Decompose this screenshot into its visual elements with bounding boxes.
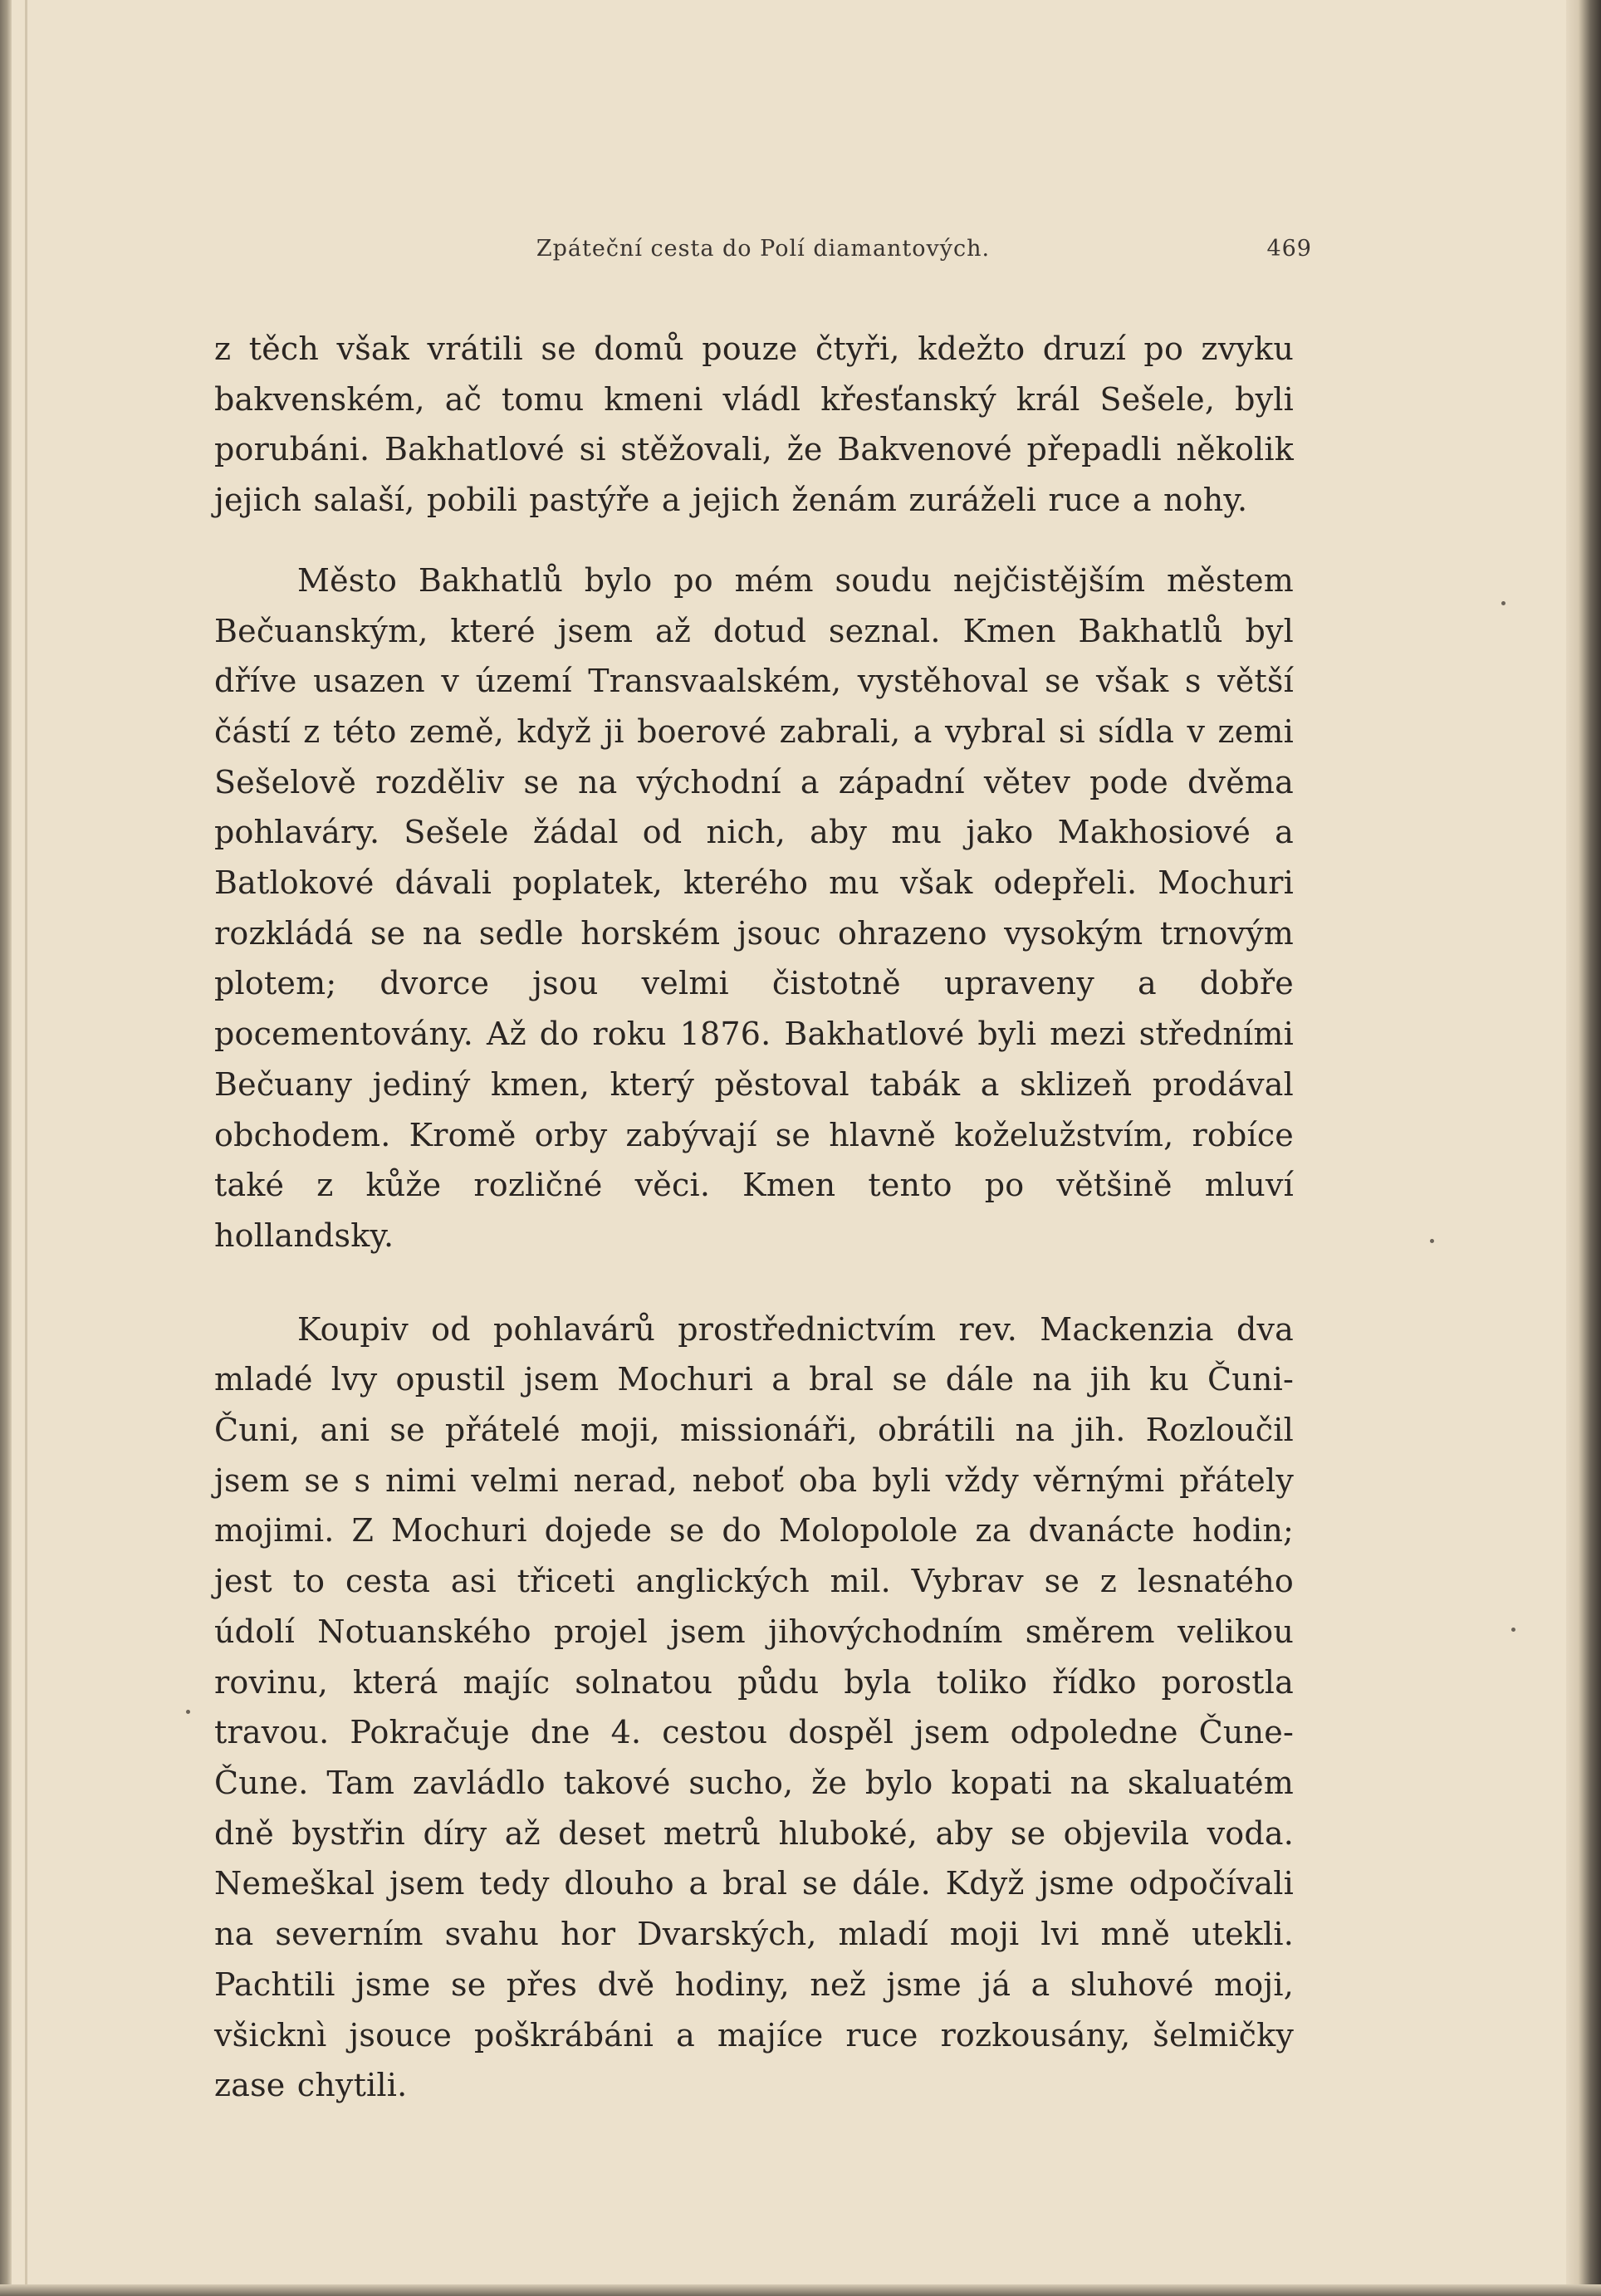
- paper-speck: [186, 1710, 190, 1714]
- page-edge-shadow: [1566, 0, 1601, 2296]
- paragraph-koupiv: Koupiv od pohlavárů prostřednictvím rev. Mackenzia dva mladé lvy opustil jsem Mochuri a bral se dále na jih ku Čuni-Čuni, ani se přátelé moji, missionáři, obrátili na jih. Rozloučil jsem se s nimi velmi nerad, neboť oba byli vždy věrnými přátely mojimi. Z Mochuri dojede se do Molopolole za dvanácte hodin; jest to cesta asi třiceti anglických mil. Vybrav se z lesnatého údolí Notuanského projel jsem jihovýchodním směrem velikou rovinu, která majíc solnatou půdu byla toliko řídko porostla travou. Pokračuje dne 4. cestou dospěl jsem odpoledne Čune-Čune. Tam zavládlo takové sucho, že bylo kopati na skaluatém dně bystřin díry až deset metrů hluboké, aby se objevila voda. Nemeškal jsem tedy dlouho a bral se dále. Když jsme odpočívali na severním svahu hor Dvarských, mladí moji lvi mně utekli. Pachtili jsme se přes dvě hodiny, než jsme já a sluhové moji, všicknì jsouce poškrábáni a majíce ruce rozkousány, šelmičky zase chytili.: [214, 1310, 1294, 2104]
- paper-speck: [1430, 1239, 1434, 1243]
- page-bottom-edge: [0, 2284, 1601, 2296]
- body-text: [214, 324, 1294, 2111]
- paragraph-mesto-bakhatlu: Město Bakhatlů bylo po mém soudu nejčistějším městem Bečuanským, které jsem až dotud seznal. Kmen Bakhatlů byl dříve usazen v území Transvaalském, vystěhoval se však s větší částí z této země, když ji boerové zabrali, a vybral si sídla v zemi Sešelově rozděliv se na východní a západní větev pode dvěma pohlaváry. Sešele žádal od nich, aby mu jako Makhosiové a Batlokové dávali poplatek, kterého mu však odepřeli. Mochuri rozkládá se na sedle horském jsouc ohrazeno vysokým trnovým plotem; dvorce jsou velmi čistotně upraveny a dobře pocementovány. Až do roku 1876. Bakhatlové byli mezi středními Bečuany jediný kmen, který pěstoval tabák a sklizeň prodával obchodem. Kromě orby zabývají se hlavně koželužstvím, robíce také z kůže rozličné věci. Kmen tento po většině mluví hollandsky.: [214, 561, 1294, 1254]
- gutter-line: [25, 0, 27, 2296]
- paragraph-continuation: z těch však vrátili se domů pouze čtyři, kdežto druzí po zvyku bakvenském, ač tomu kmeni vládl křesťanský král Sešele, byli porubáni. Bakhatlové si stěžovali, že Bakvenové přepadli několik jejich salaší, pobili pastýře a jejich ženám zuráželi ruce a nohy.: [214, 330, 1294, 519]
- paper-speck: [1511, 1628, 1515, 1632]
- running-title: Zpáteční cesta do Polí diamantových.: [536, 236, 991, 262]
- book-gutter-shadow: [0, 0, 12, 2296]
- paper-speck: [1501, 601, 1506, 605]
- running-head: [214, 236, 1312, 269]
- page-number: 469: [1266, 236, 1312, 262]
